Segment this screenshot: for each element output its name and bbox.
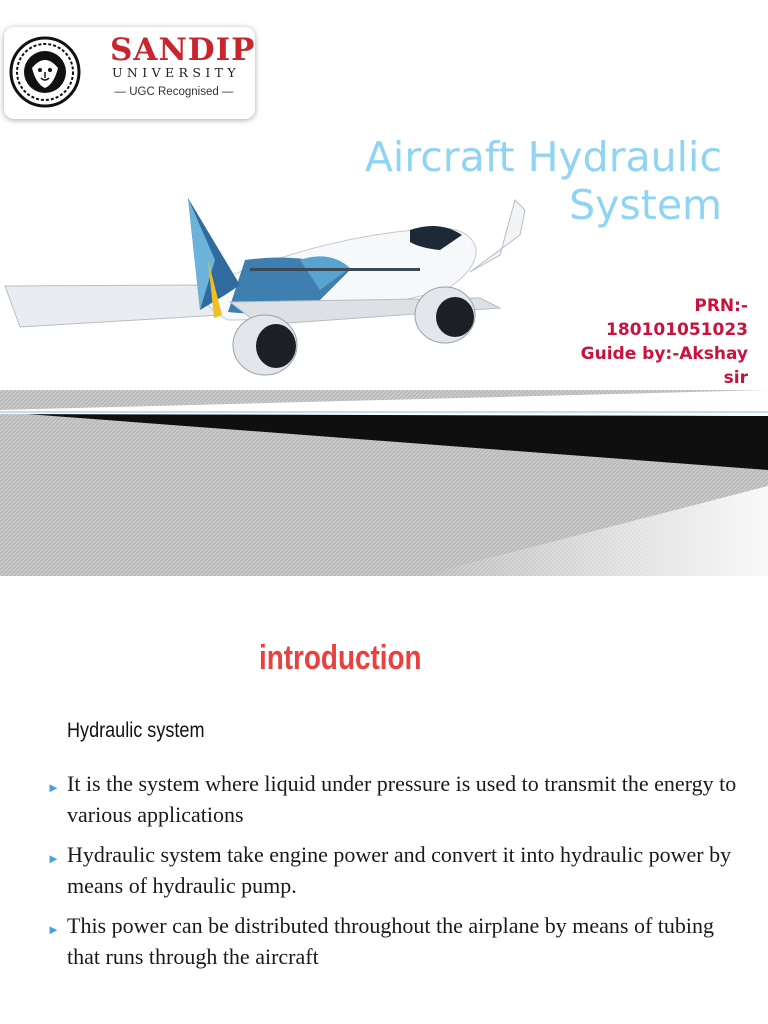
slide-title bbox=[262, 133, 722, 229]
title-line-1: Aircraft Hydraulic bbox=[364, 133, 722, 181]
author-info bbox=[528, 294, 748, 390]
triangle-bullet-icon: ► bbox=[47, 922, 60, 937]
triangle-bullet-icon: ► bbox=[47, 851, 60, 866]
bullet-list bbox=[47, 768, 747, 981]
list-item: ► This power can be distributed throughout the airplane by means of tubing that runs through the aircraft bbox=[47, 913, 715, 969]
decorative-band bbox=[0, 390, 768, 576]
guide-suffix: sir bbox=[723, 368, 748, 388]
lion-emblem-icon bbox=[8, 32, 82, 112]
prn-number: 180101051023 bbox=[606, 320, 748, 340]
list-item: ► It is the system where liquid under pressure is used to transmit the energy to various applications bbox=[47, 771, 737, 827]
title-line-2: System bbox=[569, 181, 722, 229]
prn-label: PRN:- bbox=[694, 296, 748, 316]
slide-heading: introduction bbox=[258, 639, 422, 677]
logo-name: SANDIP bbox=[110, 32, 256, 68]
introduction-slide bbox=[0, 576, 768, 1024]
guide-label: Guide by:-Akshay bbox=[580, 344, 748, 364]
logo-recognition: — UGC Recognised — bbox=[114, 86, 234, 98]
triangle-bullet-icon: ► bbox=[47, 780, 60, 795]
list-item: ► Hydraulic system take engine power and convert it into hydraulic power by means of hydraulic pump. bbox=[47, 842, 732, 898]
logo-subtitle: UNIVERSITY bbox=[112, 65, 241, 80]
section-subheading: Hydraulic system bbox=[67, 719, 205, 742]
university-logo bbox=[4, 27, 255, 119]
